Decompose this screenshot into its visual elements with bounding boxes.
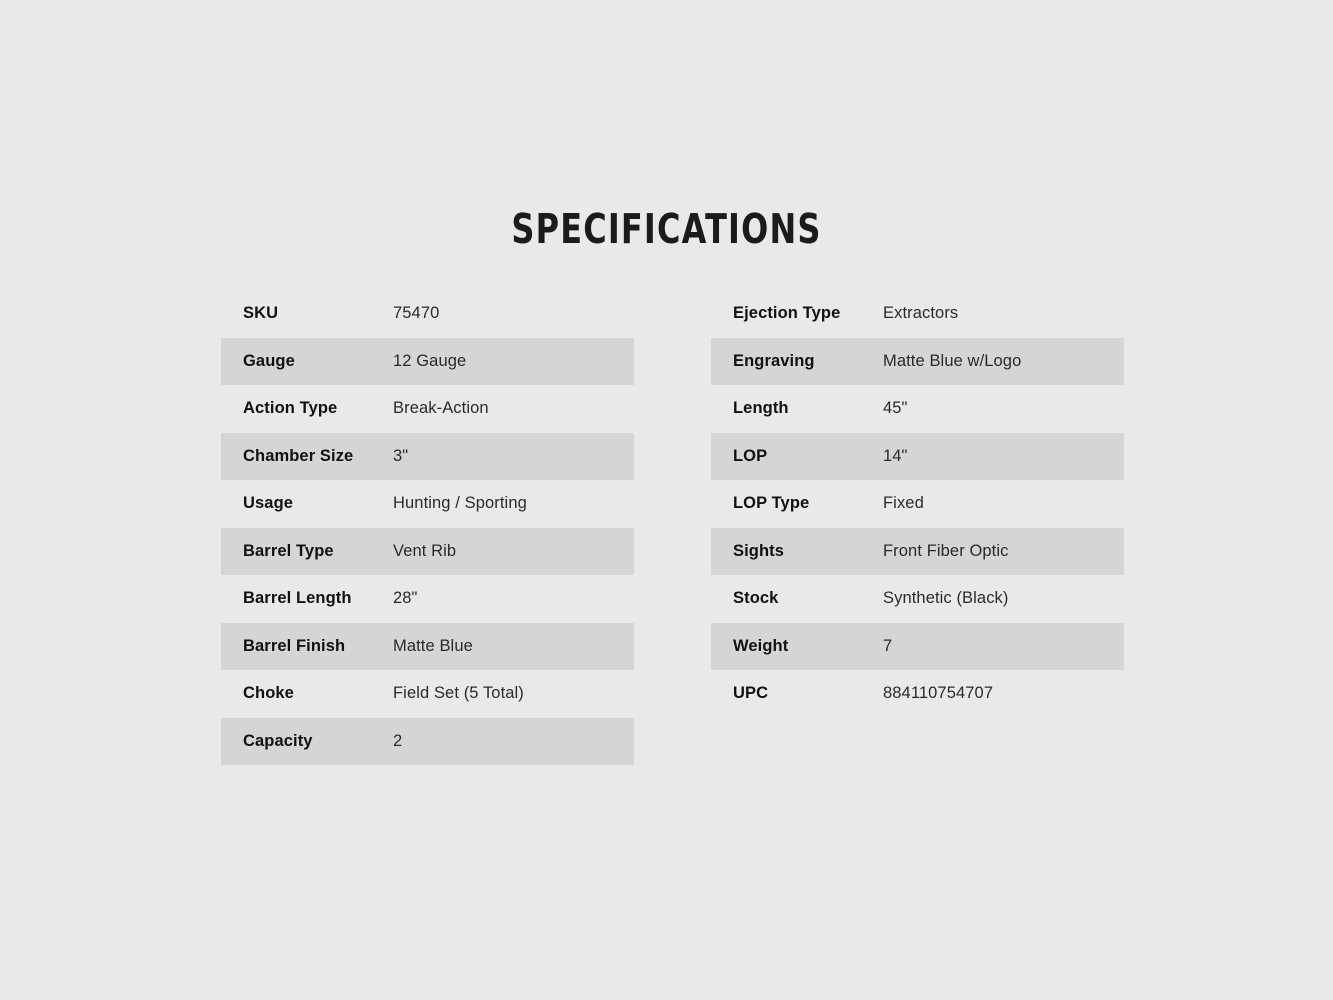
spec-value: Field Set (5 Total) [393, 684, 524, 703]
spec-label: UPC [733, 684, 769, 703]
table-row [221, 575, 634, 623]
spec-value: 884110754707 [883, 684, 994, 703]
spec-label: Capacity [243, 731, 313, 750]
table-row [221, 480, 634, 528]
spec-value: Vent Rib [393, 541, 457, 560]
spec-label: Chamber Size [243, 446, 354, 465]
spec-label: SKU [243, 304, 279, 323]
spec-label: Sights [733, 541, 785, 560]
spec-value: Break-Action [393, 399, 489, 418]
table-row [711, 338, 1124, 386]
table-row [711, 575, 1124, 623]
table-row [221, 290, 634, 338]
spec-label: LOP [733, 446, 768, 465]
table-row [221, 718, 634, 766]
table-row [711, 290, 1124, 338]
specifications-left-column [221, 290, 634, 765]
spec-value: Synthetic (Black) [883, 589, 1009, 608]
table-row [711, 433, 1124, 481]
spec-label: Action Type [243, 399, 338, 418]
spec-value: 28" [393, 589, 418, 608]
table-row [221, 623, 634, 671]
table-row [711, 528, 1124, 576]
spec-label: Stock [733, 589, 779, 608]
spec-value: Matte Blue w/Logo [883, 351, 1022, 370]
spec-label: Choke [243, 684, 294, 703]
spec-label: Weight [733, 636, 789, 655]
table-row [221, 670, 634, 718]
spec-label: Barrel Length [243, 589, 352, 608]
spec-value: Extractors [883, 304, 959, 323]
spec-label: Gauge [243, 351, 295, 370]
table-row [711, 480, 1124, 528]
specifications-right-column [711, 290, 1124, 765]
spec-label: Barrel Finish [243, 636, 346, 655]
spec-label: Engraving [733, 351, 815, 370]
spec-value: Hunting / Sporting [393, 494, 527, 513]
table-row [221, 528, 634, 576]
table-row [711, 623, 1124, 671]
spec-value: Fixed [883, 494, 924, 513]
spec-label: Usage [243, 494, 294, 513]
spec-value: 45" [883, 399, 908, 418]
spec-label: Barrel Type [243, 541, 334, 560]
spec-value: 12 Gauge [393, 351, 467, 370]
table-row [221, 385, 634, 433]
spec-value: 14" [883, 446, 908, 465]
table-row [221, 433, 634, 481]
table-row [711, 385, 1124, 433]
spec-value: Front Fiber Optic [883, 541, 1009, 560]
specifications-table [221, 290, 1124, 765]
page-title: SPECIFICATIONS [511, 205, 822, 253]
spec-label: LOP Type [733, 494, 810, 513]
spec-value: 75470 [393, 304, 440, 323]
spec-label: Length [733, 399, 789, 418]
spec-value: 2 [393, 731, 403, 750]
spec-value: 3" [393, 446, 409, 465]
spec-value: Matte Blue [393, 636, 473, 655]
table-row [711, 670, 1124, 718]
table-row [221, 338, 634, 386]
spec-value: 7 [883, 636, 893, 655]
spec-label: Ejection Type [733, 304, 841, 323]
